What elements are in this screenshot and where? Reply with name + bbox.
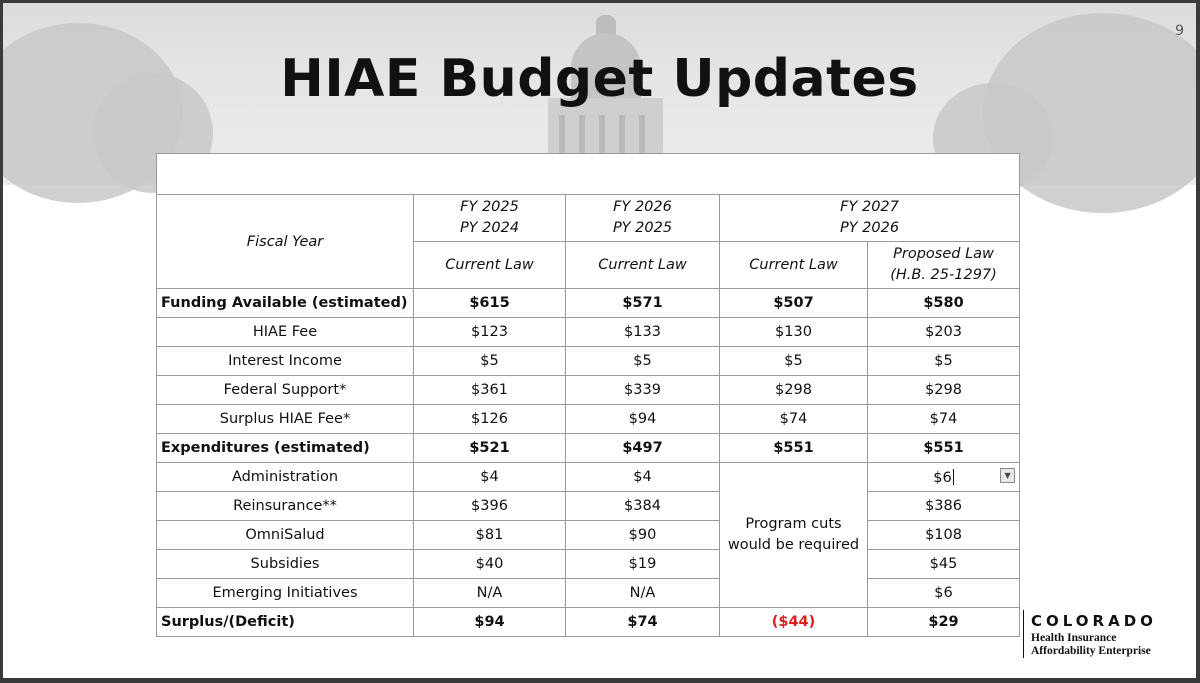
cell: $551 (868, 434, 1020, 463)
cell: $615 (414, 289, 566, 318)
cell: $4 (414, 463, 566, 492)
cell: $94 (414, 608, 566, 637)
logo-line2: Affordability Enterprise (1031, 645, 1151, 657)
cell: $133 (566, 318, 720, 347)
budget-table (156, 153, 1020, 637)
cell: $5 (414, 347, 566, 376)
table-row-expenditures (157, 434, 1020, 463)
colorado-hiae-logo (1023, 610, 1157, 658)
cell: $90 (566, 521, 720, 550)
cell: $580 (868, 289, 1020, 318)
cell: $123 (414, 318, 566, 347)
table-row-administration (157, 463, 1020, 492)
cell: $298 (720, 376, 868, 405)
cell: $6 (868, 579, 1020, 608)
col1-current-law: Current Law (414, 242, 566, 289)
cell: $497 (566, 434, 720, 463)
cell: $5 (566, 347, 720, 376)
row-label: HIAE Fee (157, 318, 414, 347)
fiscal-year-label: Fiscal Year (157, 195, 414, 289)
cell: $74 (566, 608, 720, 637)
cell: $29 (868, 608, 1020, 637)
cell: $571 (566, 289, 720, 318)
table-row-hiae-fee (157, 318, 1020, 347)
deficit-cell: ($44) (720, 608, 868, 637)
row-label: Emerging Initiatives (157, 579, 414, 608)
cell: N/A (566, 579, 720, 608)
cell: $40 (414, 550, 566, 579)
cell: $361 (414, 376, 566, 405)
row-label: Surplus HIAE Fee* (157, 405, 414, 434)
row-label: Subsidies (157, 550, 414, 579)
row-label: Federal Support* (157, 376, 414, 405)
dropdown-arrow-icon[interactable]: ▼ (1000, 468, 1015, 483)
cell: $551 (720, 434, 868, 463)
cell: $4 (566, 463, 720, 492)
cell: $339 (566, 376, 720, 405)
cell: $108 (868, 521, 1020, 550)
row-label: Reinsurance** (157, 492, 414, 521)
row-label: Surplus/(Deficit) (157, 608, 414, 637)
table-heading-line1: Projected Total Affordability Programs Revenues & Expenditures (364, 156, 812, 172)
row-label: OmniSalud (157, 521, 414, 550)
cell: $81 (414, 521, 566, 550)
logo-line1: Health Insurance (1031, 632, 1117, 644)
cell: $45 (868, 550, 1020, 579)
cell: $74 (720, 405, 868, 434)
cell: $94 (566, 405, 720, 434)
fiscal-year-row (157, 195, 1020, 242)
col3-year-header: FY 2027 PY 2026 (720, 195, 1020, 242)
table-row-federal-support (157, 376, 1020, 405)
table-row-reinsurance (157, 492, 1020, 521)
table-row-funding-available (157, 289, 1020, 318)
table-row-surplus-deficit (157, 608, 1020, 637)
table-heading-line2: January 2025 Estimates (in millions) (445, 176, 731, 192)
table-row-subsidies (157, 550, 1020, 579)
cell: $298 (868, 376, 1020, 405)
table-heading-row (157, 154, 1020, 195)
col2-current-law: Current Law (566, 242, 720, 289)
cell: $507 (720, 289, 868, 318)
table-row-omnisalud (157, 521, 1020, 550)
row-label: Funding Available (estimated) (157, 289, 414, 318)
cell: $386 (868, 492, 1020, 521)
col1-year-header: FY 2025 PY 2024 (414, 195, 566, 242)
cell: $126 (414, 405, 566, 434)
col3-current-law: Current Law (720, 242, 868, 289)
row-label: Administration (157, 463, 414, 492)
cell: $203 (868, 318, 1020, 347)
cell: N/A (414, 579, 566, 608)
row-label: Expenditures (estimated) (157, 434, 414, 463)
cell: $74 (868, 405, 1020, 434)
row-label: Interest Income (157, 347, 414, 376)
cell: $521 (414, 434, 566, 463)
cell-value: $6 (933, 469, 952, 486)
text-cursor (953, 469, 954, 485)
table-heading (157, 154, 1020, 195)
program-cuts-note: Program cuts would be required (720, 463, 868, 608)
cell: $5 (720, 347, 868, 376)
slide-title: HIAE Budget Updates (280, 49, 919, 109)
cell: $5 (868, 347, 1020, 376)
col2-year-header: FY 2026 PY 2025 (566, 195, 720, 242)
cell: $384 (566, 492, 720, 521)
table-row-surplus-hiae-fee (157, 405, 1020, 434)
logo-colorado: COLORADO (1031, 612, 1157, 630)
col4-proposed-law: Proposed Law (H.B. 25-1297) (868, 242, 1020, 289)
cell: $396 (414, 492, 566, 521)
cell: $130 (720, 318, 868, 347)
editing-cell[interactable] (868, 463, 1020, 492)
table-row-interest-income (157, 347, 1020, 376)
page-number: 9 (1175, 23, 1184, 39)
table-row-emerging-initiatives (157, 579, 1020, 608)
cell: $19 (566, 550, 720, 579)
